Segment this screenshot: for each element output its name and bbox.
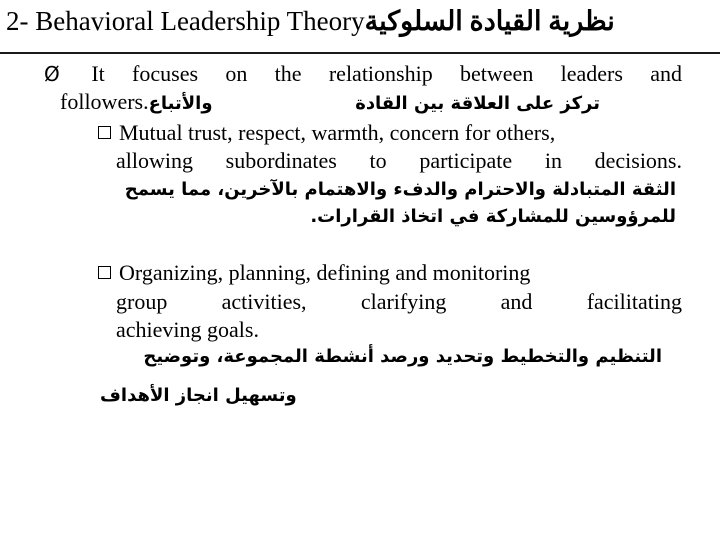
bullet1-text-ar: تركز على العلاقة بين القادة	[355, 93, 600, 114]
bullet2-line2: allowing subordinates to participate in decisions.	[116, 148, 682, 173]
bullet1-line1	[44, 60, 682, 88]
slide-title	[0, 6, 720, 50]
title-arabic: نظرية القيادة السلوكية	[364, 6, 615, 36]
bullet3-arabic-line1: التنظيم والتخطيط وتحديد ورصد أنشطة المجموعة، وتوضيح	[143, 346, 662, 367]
bullet3-line2: group activities, clarifying and facilitating	[116, 289, 682, 314]
bullet2-arabic-line2: للمرؤوسين للمشاركة في اتخاذ القرارات.	[310, 206, 676, 227]
bullet2-arabic-line1: الثقة المتبادلة والاحترام والدفء والاهتمام بالآخرين، مما يسمح	[124, 179, 676, 200]
title-english: 2- Behavioral Leadership Theory	[6, 6, 365, 36]
bullet1-text-line1: It focuses on the relationship between leaders and	[91, 61, 682, 86]
bullet2-line1	[98, 119, 682, 147]
bullet2-text-line1: Mutual trust, respect, warmth, concern for others,	[119, 120, 556, 145]
bullet3-line1	[98, 259, 682, 287]
title-divider	[0, 52, 720, 54]
arrow-bullet-icon: Ø	[44, 62, 60, 86]
bullet1-text-en: followers.	[60, 89, 149, 114]
bullet1-text-ar-followers: والأتباع	[148, 93, 213, 114]
checkbox-bullet-icon	[98, 126, 111, 139]
bullet3-line3: achieving goals.	[116, 317, 259, 342]
bullet3-text-line1: Organizing, planning, defining and monitoring	[119, 260, 531, 285]
bullet3-arabic-line2: وتسهيل انجاز الأهداف	[100, 385, 297, 406]
bullet1-line2	[60, 88, 600, 118]
checkbox-bullet-icon	[98, 266, 111, 279]
